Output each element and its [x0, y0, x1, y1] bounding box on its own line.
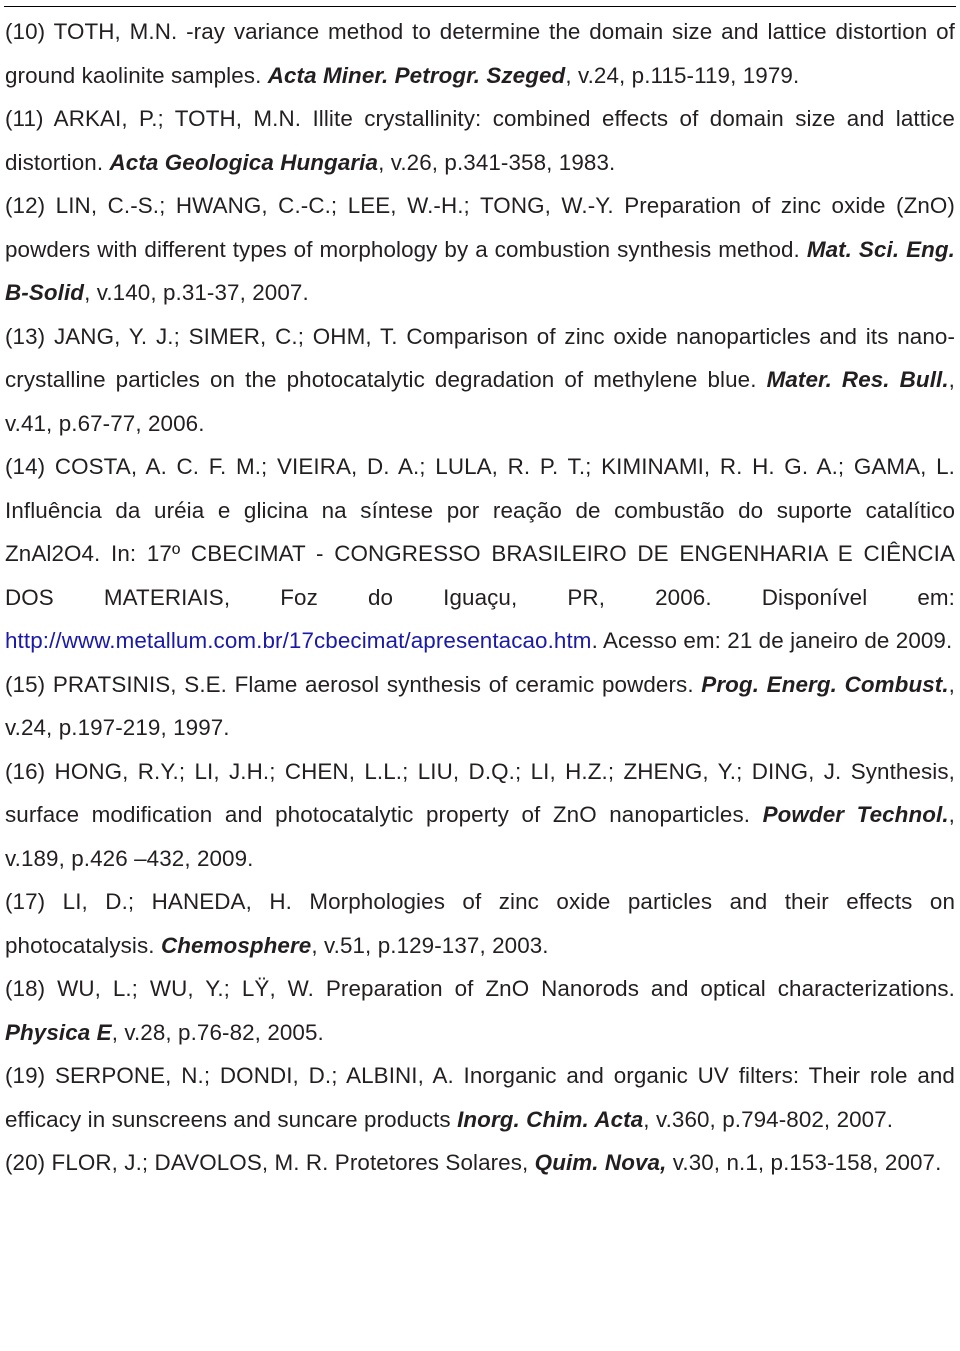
reference-item-16 — [5, 750, 955, 881]
reference-details: . Acesso em: 21 de janeiro de 2009. — [591, 628, 953, 653]
reference-item-19 — [5, 1054, 955, 1141]
reference-item-14 — [5, 445, 955, 663]
reference-item-20 — [5, 1141, 955, 1185]
reference-text: (10) TOTH, M.N. -ray variance method to determine the domain size and lattice distortion of ground kaolinite samples. — [5, 19, 955, 88]
reference-item-18 — [5, 967, 955, 1054]
reference-details: , v.41, p.67-77, 2006. — [5, 367, 955, 436]
reference-text: (13) JANG, Y. J.; SIMER, C.; OHM, T. Comparison of zinc oxide nanoparticles and its nano-crystalline particles on the photocatalytic degradation of methylene blue. — [5, 323, 955, 392]
reference-item-13 — [5, 315, 955, 446]
reference-text: (16) HONG, R.Y.; LI, J.H.; CHEN, L.L.; LIU, D.Q.; LI, H.Z.; ZHENG, Y.; DING, J. Synthesis, surface modification and photocatalytic property of ZnO nanoparticles. — [5, 758, 955, 827]
journal-name: Physica E — [5, 1019, 112, 1045]
journal-name: Mat. Sci. Eng. B-Solid — [5, 236, 955, 305]
reference-details: , v.24, p.115-119, 1979. — [565, 62, 800, 88]
journal-name: Acta Miner. Petrogr. Szeged — [267, 62, 566, 88]
reference-text: (19) SERPONE, N.; DONDI, D.; ALBINI, A. Inorganic and organic UV filters: Their role and efficacy in sunscreens and suncare products — [5, 1063, 955, 1132]
reference-text: (17) LI, D.; HANEDA, H. Morphologies of zinc oxide particles and their effects on photocatalysis. — [5, 889, 955, 958]
reference-item-17 — [5, 880, 955, 967]
journal-name: Inorg. Chim. Acta — [457, 1106, 644, 1132]
reference-text: (15) PRATSINIS, S.E. Flame aerosol synthesis of ceramic powders. — [5, 671, 702, 697]
reference-item-12 — [5, 184, 955, 315]
journal-name: Mater. Res. Bull. — [766, 367, 949, 392]
reference-details: v.30, n.1, p.153-158, 2007. — [666, 1150, 942, 1175]
reference-details: , v.140, p.31-37, 2007. — [84, 280, 309, 305]
reference-text: (18) WU, L.; WU, Y.; LŸ, W. Preparation of ZnO Nanorods and optical characterizations. — [5, 976, 955, 1001]
journal-name: Quim. Nova, — [534, 1150, 667, 1175]
journal-name: Powder Technol. — [762, 802, 949, 827]
journal-name: Acta Geologica Hungaria — [109, 149, 379, 175]
journal-name: Prog. Energ. Combust. — [701, 671, 949, 697]
reference-details: , v.360, p.794-802, 2007. — [643, 1106, 894, 1132]
reference-item-10 — [5, 10, 955, 97]
reference-list — [5, 10, 955, 1185]
reference-details: , v.28, p.76-82, 2005. — [111, 1019, 324, 1045]
reference-details: , v.51, p.129-137, 2003. — [311, 932, 549, 958]
reference-text: (14) COSTA, A. C. F. M.; VIEIRA, D. A.; LULA, R. P. T.; KIMINAMI, R. H. G. A.; GAMA, L. Influência da uréia e glicina na síntese por reação de combustão do suporte catalítico ZnAl2O4. In: 17º CBECIMAT - CONGRESSO BRASILEIRO DE ENGENHARIA E CIÊNCIA DOS MATERIAIS, Foz do Iguaçu, PR, 2006. Disponível em: — [5, 454, 955, 610]
reference-link[interactable]: http://www.metallum.com.br/17cbecimat/apresentacao.htm — [5, 628, 592, 653]
reference-details: , v.189, p.426 –432, 2009. — [5, 802, 955, 871]
reference-item-11 — [5, 97, 955, 184]
reference-details: , v.24, p.197-219, 1997. — [5, 671, 955, 740]
reference-text: (20) FLOR, J.; DAVOLOS, M. R. Protetores Solares, — [5, 1150, 535, 1175]
reference-details: , v.26, p.341-358, 1983. — [378, 149, 616, 175]
reference-text: (11) ARKAI, P.; TOTH, M.N. Illite crystallinity: combined effects of domain size and lattice distortion. — [5, 106, 955, 175]
reference-text: (12) LIN, C.-S.; HWANG, C.-C.; LEE, W.-H.; TONG, W.-Y. Preparation of zinc oxide (ZnO) powders with different types of morphology by a combustion synthesis method. — [5, 193, 955, 262]
top-rule — [4, 6, 956, 7]
reference-item-15 — [5, 663, 955, 750]
journal-name: Chemosphere — [160, 932, 312, 958]
